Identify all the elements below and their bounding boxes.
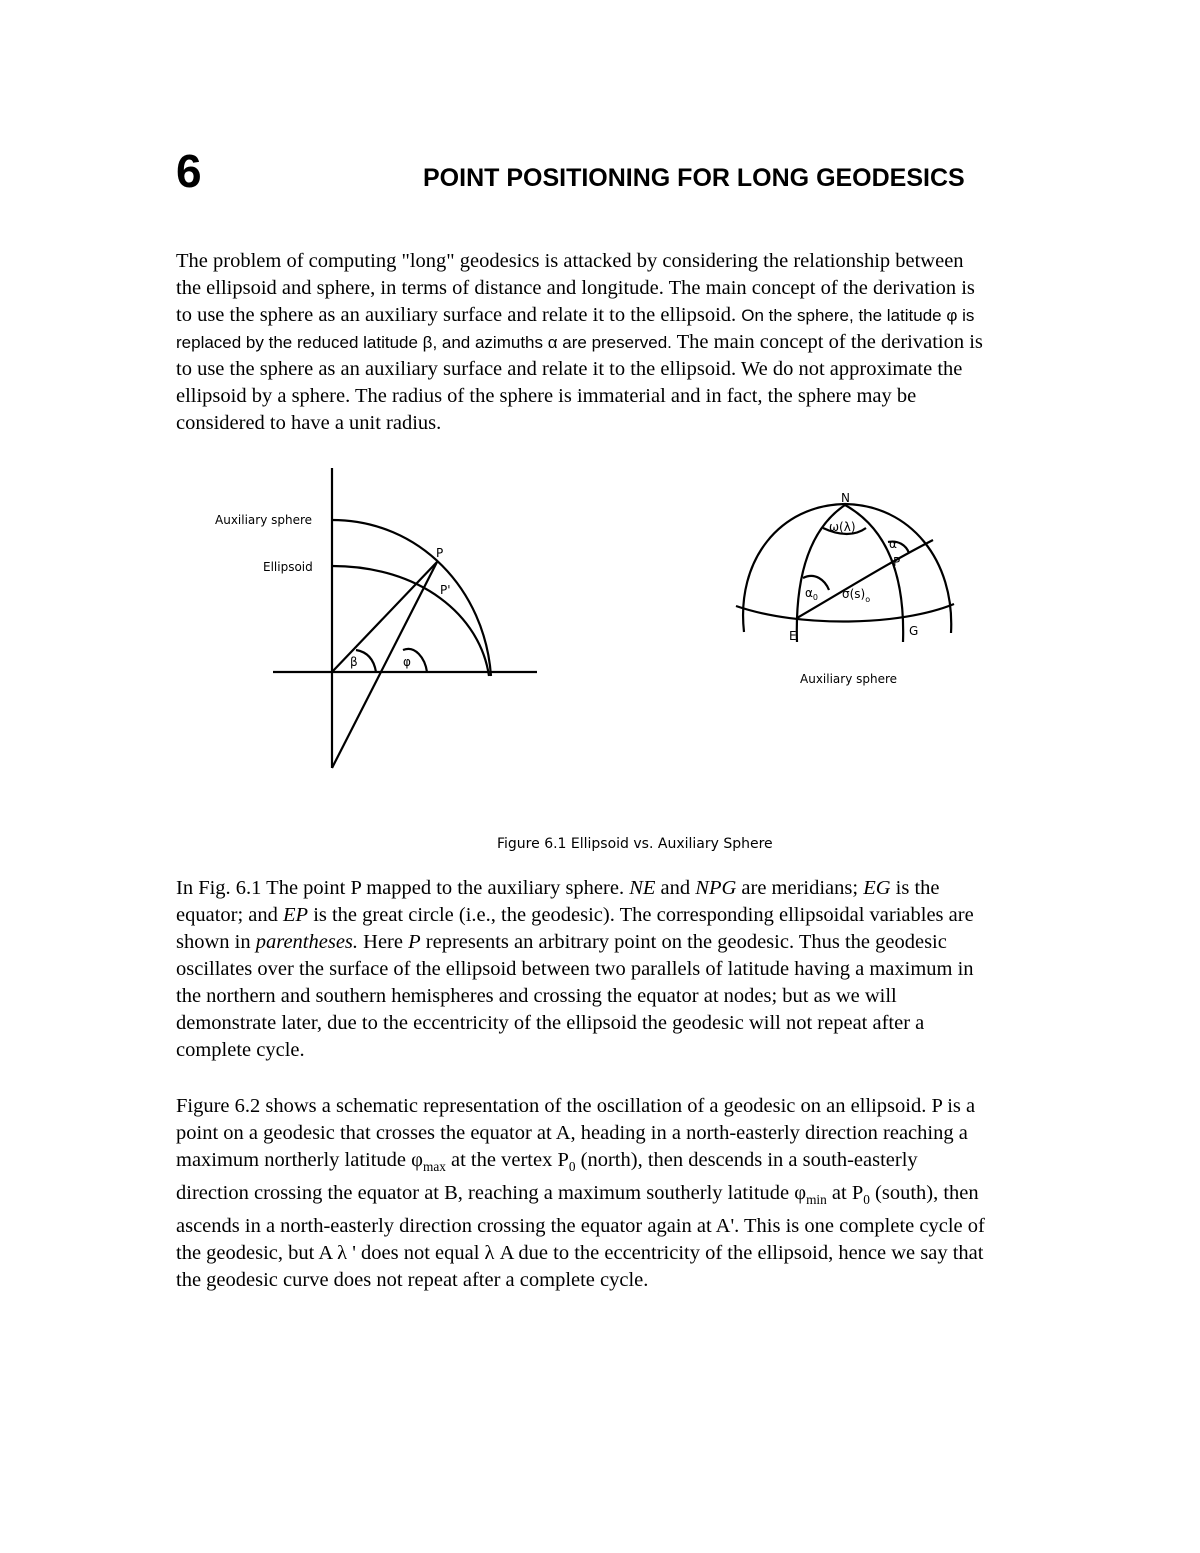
label-g: G bbox=[909, 624, 919, 638]
text-run: is the bbox=[890, 877, 940, 899]
text-run: On the sphere, the latitude φ is bbox=[741, 306, 975, 325]
label-omega-lambda: ω(λ) bbox=[829, 520, 856, 534]
text-line: Figure 6.2 shows a schematic representation of the oscillation of a geodesic on an ellipsoid. P is a bbox=[176, 1095, 976, 1117]
label-sigma bbox=[842, 587, 870, 604]
label-e: E bbox=[789, 629, 797, 643]
alpha0-subscript: 0 bbox=[812, 593, 819, 602]
text-line: point on a geodesic that crosses the equator at A, heading in a north-easterly direction reaching a bbox=[176, 1122, 968, 1144]
text-line bbox=[176, 929, 1116, 956]
text-line: considered to have a unit radius. bbox=[176, 412, 442, 434]
text-run: (north), then descends in a south-easterly bbox=[575, 1149, 918, 1171]
text-run: and bbox=[655, 877, 696, 899]
label-phi: φ bbox=[403, 655, 411, 669]
text-run: maximum northerly latitude φ bbox=[176, 1149, 423, 1171]
text-run: replaced by the reduced latitude β, and azimuths α are preserved. bbox=[176, 333, 672, 352]
label-beta: β bbox=[350, 655, 358, 669]
text-run: at the vertex P bbox=[445, 1149, 569, 1171]
sigma-subscript: o bbox=[865, 595, 871, 604]
label-n: N bbox=[841, 491, 850, 505]
label-ellipsoid: Ellipsoid bbox=[263, 560, 313, 574]
text-run: to use the sphere as an auxiliary surface and relate it to the ellipsoid. bbox=[176, 304, 742, 326]
text-line bbox=[176, 1147, 1116, 1180]
text-line: oscillates over the surface of the ellipsoid between two parallels of latitude having a maximum in bbox=[176, 958, 974, 980]
text-line bbox=[176, 902, 1116, 929]
italic-run: parentheses. bbox=[255, 931, 359, 953]
text-run: equator; and bbox=[176, 904, 284, 926]
text-line: demonstrate later, due to the eccentricity of the ellipsoid the geodesic will not repeat after a bbox=[176, 1012, 925, 1034]
equator-arc bbox=[736, 604, 954, 622]
label-alpha0 bbox=[805, 586, 818, 602]
figure-caption: Figure 6.1 Ellipsoid vs. Auxiliary Sphere bbox=[497, 836, 773, 852]
normal-line-pprime bbox=[332, 562, 437, 768]
text-run: represents an arbitrary point on the geodesic. Thus the geodesic bbox=[420, 931, 947, 953]
text-run: shown in bbox=[176, 931, 256, 953]
label-alpha: α bbox=[889, 537, 897, 551]
text-run: In Fig. 6.1 The point P mapped to the auxiliary sphere. bbox=[176, 877, 630, 899]
text-run: The main concept of the derivation is bbox=[671, 331, 983, 353]
text-run: are meridians; bbox=[736, 877, 864, 899]
geodesic-ep bbox=[797, 540, 933, 618]
text-run: at P bbox=[826, 1182, 864, 1205]
text-line: The problem of computing "long" geodesics is attacked by considering the relationship between bbox=[176, 250, 964, 272]
text-line bbox=[176, 1180, 1116, 1213]
text-run: is the great circle (i.e., the geodesic). The corresponding ellipsoidal variables are bbox=[308, 904, 974, 926]
oscillation-paragraph bbox=[176, 1093, 1116, 1294]
italic-run: P bbox=[408, 931, 421, 953]
text-line: the ellipsoid and sphere, in terms of distance and longitude. The main concept of the derivation is bbox=[176, 277, 975, 299]
italic-run: EP bbox=[283, 904, 309, 926]
sigma-symbol: σ(s) bbox=[842, 587, 866, 601]
chapter-title: POINT POSITIONING FOR LONG GEODESICS bbox=[423, 164, 965, 192]
alpha0-symbol: α bbox=[805, 586, 813, 600]
text-line: the geodesic curve does not repeat after a complete cycle. bbox=[176, 1269, 649, 1292]
subscript: max bbox=[422, 1159, 446, 1175]
text-line: complete cycle. bbox=[176, 1039, 305, 1061]
left-diagram bbox=[273, 468, 537, 768]
subscript: 0 bbox=[568, 1159, 576, 1175]
italic-run: NPG bbox=[695, 877, 737, 899]
text-line: ascends in a north-easterly direction crossing the equator again at A'. This is one complete cycle of bbox=[176, 1215, 985, 1238]
subscript: 0 bbox=[863, 1192, 870, 1208]
subscript: min bbox=[806, 1192, 827, 1208]
text-line: the northern and southern hemispheres and crossing the equator at nodes; but as we will bbox=[176, 985, 897, 1007]
text-run: (south), then bbox=[869, 1182, 979, 1205]
label-auxiliary-sphere-right: Auxiliary sphere bbox=[800, 672, 898, 686]
auxiliary-sphere-arc bbox=[332, 520, 491, 676]
italic-run: NE bbox=[629, 877, 656, 899]
label-p-sphere: P bbox=[893, 555, 901, 569]
label-p: P bbox=[436, 546, 444, 560]
chapter-number: 6 bbox=[176, 145, 202, 197]
text-run: direction crossing the equator at B, reaching a maximum southerly latitude φ bbox=[176, 1182, 807, 1205]
text-line bbox=[176, 875, 1116, 902]
italic-run: EG bbox=[863, 877, 891, 899]
text-line: to use the sphere as an auxiliary surface and relate it to the ellipsoid. We do not approximate the bbox=[176, 358, 963, 380]
beta-angle-arc bbox=[356, 650, 376, 672]
text-line: ellipsoid by a sphere. The radius of the sphere is immaterial and in fact, the sphere may be bbox=[176, 385, 917, 407]
fig-discussion-paragraph bbox=[176, 875, 1116, 1064]
text-run: Here bbox=[358, 931, 409, 953]
label-auxiliary-sphere: Auxiliary sphere bbox=[215, 513, 313, 527]
label-p-prime: P' bbox=[440, 583, 451, 597]
text-line: the geodesic, but A λ ' does not equal λ A due to the eccentricity of the ellipsoid, hence we say that bbox=[176, 1242, 984, 1265]
